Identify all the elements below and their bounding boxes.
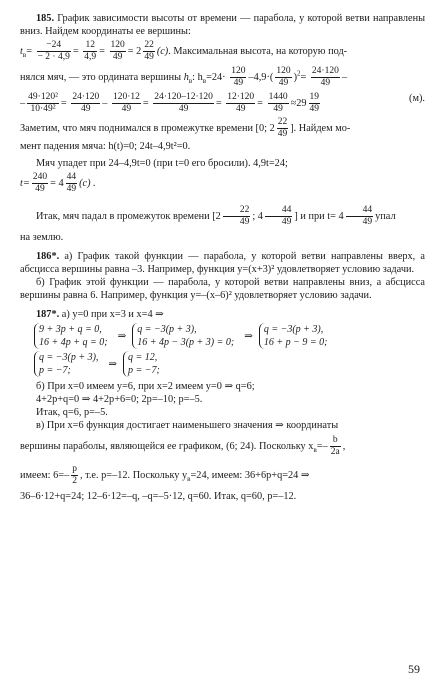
- rise-interval-line: Заметим, что мяч поднимался в промежутке времени [0; 2 $\frac{22}{49}$ ]. Найдем мо-: [20, 117, 351, 139]
- landing-equation-line: Мяч упадет при 24–4,9t=0 (при t=0 его бросили). 4,9t=24;: [36, 158, 288, 169]
- problem-186-number: 186*.: [36, 251, 60, 262]
- height-calculation-line: – $\frac{\text{49·120²}}{\text{10·49²}}$ = $\frac{24\cdot 120}{49}$ – $\frac{120\cdot 12}{49}$ = $\frac{24\cdot 120-12\cdot 120}{49}$ = $\frac{12\cdot 120}{49}$ = $\frac{1440}{49}$ ≈29 $\frac{19}{49}$ (м).: [20, 92, 425, 114]
- fraction: $\frac{19}{49}$: [309, 92, 320, 114]
- fraction: $\frac{-24}{- 2 \cdot 4,9}$: [37, 40, 70, 62]
- fraction: $\frac{240}{49}$: [32, 172, 48, 194]
- landing-time-line: t= $\frac{240}{49}$ = 4 $\frac{44}{49}$ (с) .: [20, 172, 96, 194]
- fraction: $\frac{22}{49}$: [144, 40, 154, 62]
- problem-185-number: 185.: [36, 13, 55, 24]
- problem-187-c-line1: в) При x=6 функция достигает наименьшего значения ⇒ координаты: [36, 420, 339, 431]
- fraction: $\frac{44}{49}$: [265, 205, 293, 228]
- problem-187-number: 187*.: [36, 309, 60, 320]
- problem-187-b-line2: 4+2p+q=0 ⇒ 4+2p+6=0; 2p=–10; p=–5.: [36, 394, 203, 405]
- fraction: $\frac{44}{49}$: [346, 205, 374, 228]
- fraction: $\frac{120}{49}$: [231, 66, 246, 88]
- problem-187-c-line3: имеем: 6=– $\frac{p}{2}$ , т.е. p=–12. Поскольку $y_в=24$, имеем: 36+6p+q=24 ⇒: [20, 464, 310, 486]
- fraction: $\frac{24\cdot 120-12\cdot 120}{49}$: [154, 92, 213, 114]
- fraction: $\frac{120\cdot 12}{49}$: [112, 92, 140, 114]
- problem-187-b-line1: б) При x=0 имеем y=6, при x=2 имеем y=0 ⇒ q=6;: [36, 381, 255, 392]
- equation-system: 9 + 3p + q = 0, 16 + 4p + q = 0;: [34, 323, 112, 349]
- fraction: $\frac{22}{49}$: [277, 117, 288, 139]
- fraction: $\frac{44}{49}$: [66, 172, 77, 194]
- equation-system: q = −3(p + 3), 16 + p − 9 = 0;: [259, 323, 332, 349]
- system-row-2: q = −3(p + 3), p = −7; ⇒ q = 12, p = −7;: [20, 351, 425, 377]
- equation-system: q = 12, p = −7;: [123, 351, 164, 377]
- fraction: $\frac{p}{2}$: [72, 464, 77, 486]
- problem-185-intro: 185. График зависимости высоты от времени — парабола, у которой ветви направлены вниз. Найдем координаты ее вершины:: [20, 13, 425, 37]
- fraction: $\frac{24\cdot 120}{49}$: [311, 66, 339, 88]
- problem-187-b-line3: Итак, q=6, p=–5.: [36, 407, 108, 418]
- fraction: $\frac{1440}{49}$: [268, 92, 288, 114]
- max-height-line: нялся мяч, — это ордината вершины $h_в$: $h_в=24\cdot$ $\frac{120}{49}$ –4,9·( $\frac{120}{49}$ )$^2$= $\frac{24\cdot 120}{49}$ –: [20, 66, 347, 88]
- problem-186-a: 186*. а) График такой функции — парабола, у которой ветви направлены вверх, а абсцисса вершины равна –3. Например, функция y=(x+3)² удовлетворяет условию задачи.: [20, 251, 426, 275]
- equation-system: q = −3(p + 3), p = −7;: [34, 351, 102, 377]
- page-number: 59: [408, 662, 420, 676]
- problem-187-c-line2: вершины параболы, являющейся ее графиком, (6; 24). Поскольку $x_в=-$ $\frac{b}{2a}$ ,: [20, 435, 346, 457]
- fraction: $\frac{\text{49·120²}}{\text{10·49²}}$: [28, 92, 58, 114]
- solutions-page: [20, 12, 425, 503]
- vertex-time-line: $t_в=$ $\frac{-24}{- 2 \cdot 4,9}$ = $\frac{12}{4,9}$ = $\frac{120}{49}$ = 2 $\frac{22}{49}$ (с). Максимальная высота, на которую под-: [20, 40, 348, 62]
- problem-187-c-line4: 36–6·12+q=24; 12–6·12=–q, –q=–5·12, q=60. Итак, q=60, p=–12.: [20, 491, 297, 502]
- equation-system: q = −3(p + 3), 16 + 4p − 3(p + 3) = 0;: [132, 323, 238, 349]
- system-row-1: 9 + 3p + q = 0, 16 + 4p + q = 0; ⇒ q = −3(p + 3), 16 + 4p − 3(p + 3) = 0; ⇒ q = −3(p + 3), 16 + p − 9 = 0;: [20, 323, 425, 349]
- conclusion-185-end: на землю.: [20, 232, 64, 243]
- problem-187-a-intro: 187*. а) y=0 при x=3 и x=4 ⇒: [36, 309, 164, 320]
- landing-moment-line: мент падения мяча: h(t)=0; 24t–4,9t²=0.: [20, 141, 191, 152]
- fraction: $\frac{120}{49}$: [110, 40, 125, 62]
- fraction: $\frac{120}{49}$: [276, 66, 291, 88]
- fraction: $\frac{22}{49}$: [223, 205, 251, 228]
- fraction: $\frac{12}{4,9}$: [84, 40, 97, 62]
- problem-186-b: б) График этой функции — парабола, у которой ветви направлены вниз, а абсцисса вершины равна 6. Например, функция y=–(x–6)² удовлетворяет условию задачи.: [20, 277, 425, 301]
- fraction: $\frac{b}{2a}$: [330, 435, 340, 457]
- fraction: $\frac{12\cdot 120}{49}$: [227, 92, 255, 114]
- conclusion-185-line: Итак, мяч падал в промежуток времени [2 $\frac{22}{49}$ ; 4 $\frac{44}{49}$ ] и при t= 4 $\frac{44}{49}$ упал: [36, 205, 396, 227]
- fraction: $\frac{24\cdot 120}{49}$: [72, 92, 100, 114]
